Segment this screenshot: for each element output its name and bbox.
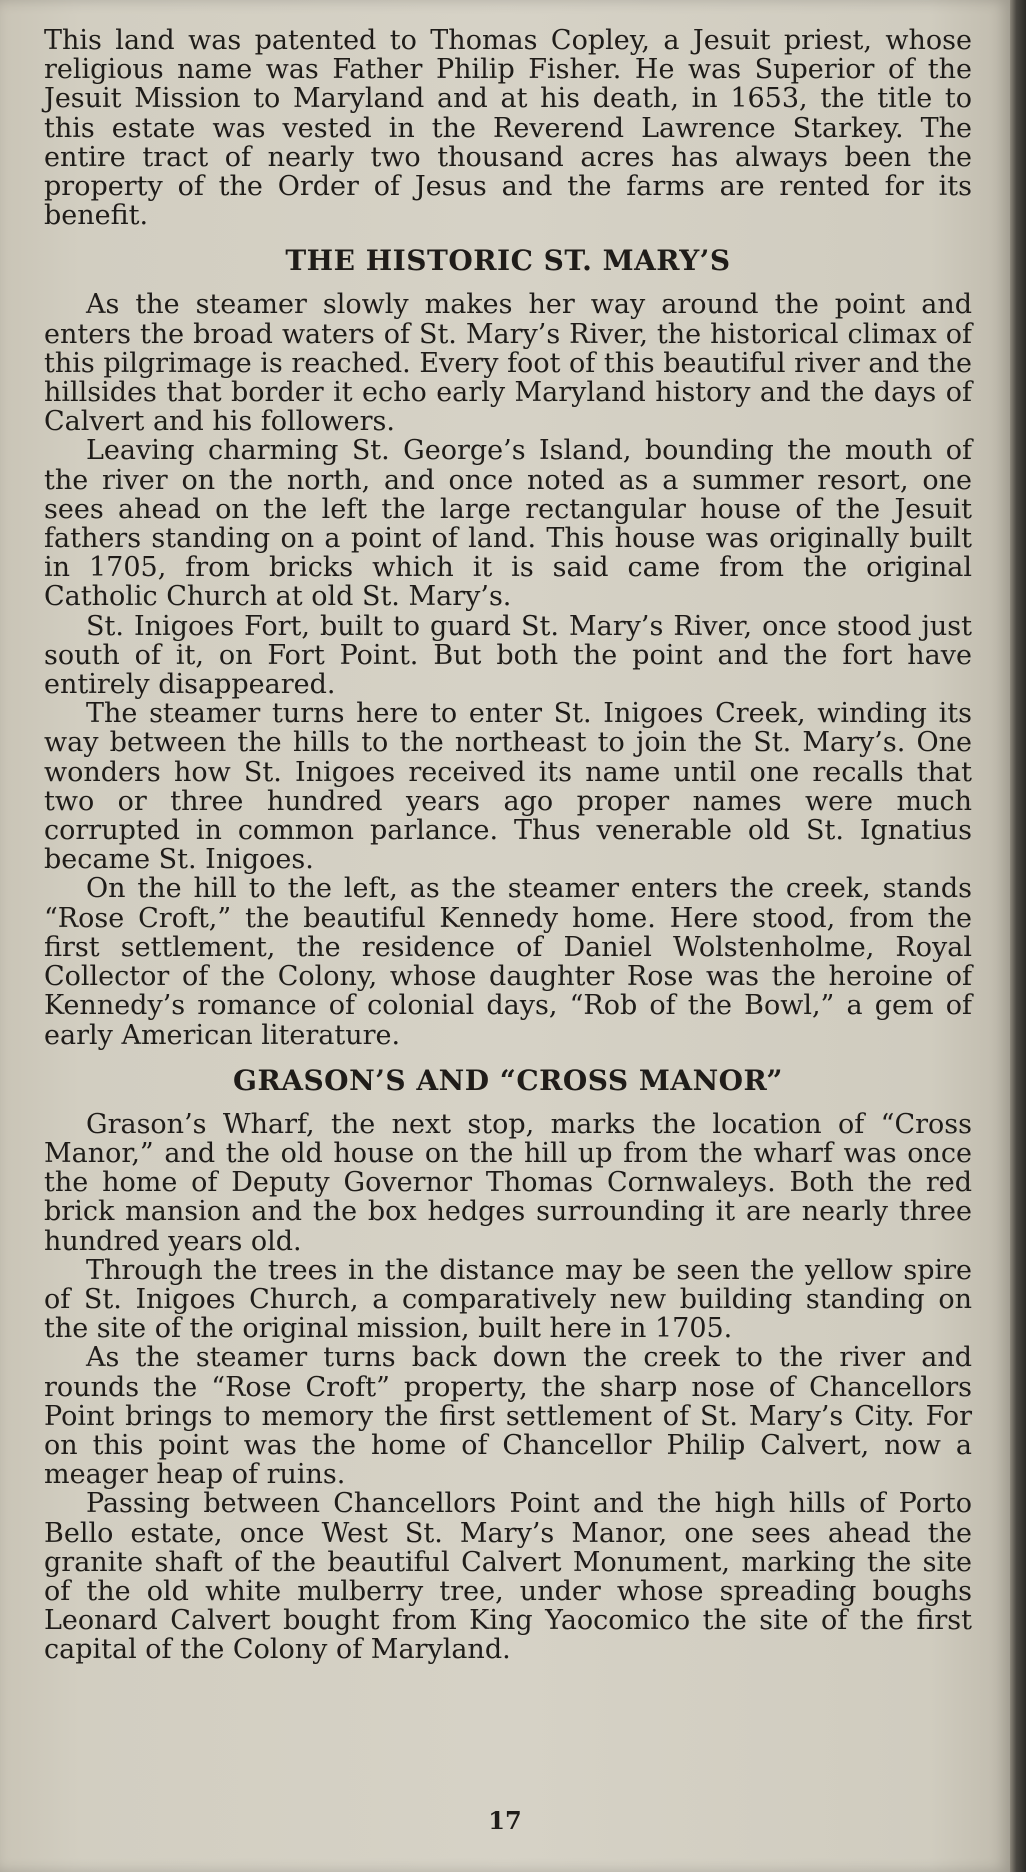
paragraph: Through the trees in the distance may be seen the yellow spire of St. Inigoes Church, a comparatively new building standing on the site of the original mission, built here in 1705. [44,1254,972,1345]
paragraph: Passing between Chancellors Point and the high hills of Porto Bello estate, once West St. Mary’s Manor, one sees ahead the granite shaft of the beautiful Calvert Monument, marking the site of the old white mulberry tree, under whose spreading boughs Leonard Calvert bought from King Yaocomico the site of the first capital of the Colony of Maryland. [44,1488,972,1666]
section-heading-historic-st-marys: THE HISTORIC ST. MARY’S [285,244,731,278]
paragraph: The steamer turns here to enter St. Inigoes Creek, winding its way between the hills to the northeast to join the St. Mary’s. One wonders how St. Inigoes received its name until one recalls that two or three hundred years ago proper names were much corrupted in common parlance. Thus venerable old St. Ignatius became St. Inigoes. [44,698,972,876]
paragraph: As the steamer turns back down the creek to the river and rounds the “Rose Croft” property, the sharp nose of Chancellors Point brings to memory the first settlement of St. Mary’s City. For on this point was the home of Chancellor Philip Calvert, now a meager heap of ruins. [44,1342,972,1491]
page-text [44,26,972,1665]
page-edge-shadow [1010,0,1026,1872]
paragraph: St. Inigoes Fort, built to guard St. Mary’s River, once stood just south of it, on Fort Point. But both the point and the fort have entirely disappeared. [44,610,972,701]
page-number: 17 [488,1806,522,1835]
paragraph: Grason’s Wharf, the next stop, marks the location of “Cross Manor,” and the old house on the hill up from the wharf was once the home of Deputy Governor Thomas Cornwaleys. Both the red brick mansion and the box hedges surrounding it are nearly three hundred years old. [44,1108,972,1257]
paragraph: Leaving charming St. George’s Island, bounding the mouth of the river on the north, and once noted as a summer resort, one sees ahead on the left the large rectangular house of the Jesuit fathers standing on a point of land. This house was originally built in 1705, from bricks which it is said came from the original Catholic Church at old St. Mary’s. [44,435,972,613]
paragraph: As the steamer slowly makes her way around the point and enters the broad waters of St. Mary’s River, the historical climax of this pilgrimage is reached. Every foot of this beautiful river and the hillsides that border it echo early Maryland history and the days of Calvert and his followers. [44,289,972,438]
paragraph: On the hill to the left, as the steamer enters the creek, stands “Rose Croft,” the beautiful Kennedy home. Here stood, from the first settlement, the residence of Daniel Wolstenholme, Royal Collector of the Colony, whose daughter Rose was the heroine of Kennedy’s romance of colonial days, “Rob of the Bowl,” a gem of early American literature. [44,873,972,1051]
intro-paragraph: This land was patented to Thomas Copley, a Jesuit priest, whose religious name was Father Philip Fisher. He was Superior of the Jesuit Mission to Maryland and at his death, in 1653, the title to this estate was vested in the Reverend Lawrence Starkey. The entire tract of nearly two thousand acres has always been the property of the Order of Jesus and the farms are rented for its benefit. [44,25,972,232]
section-heading-grasons-cross-manor: GRASON’S AND “CROSS MANOR” [233,1063,783,1097]
